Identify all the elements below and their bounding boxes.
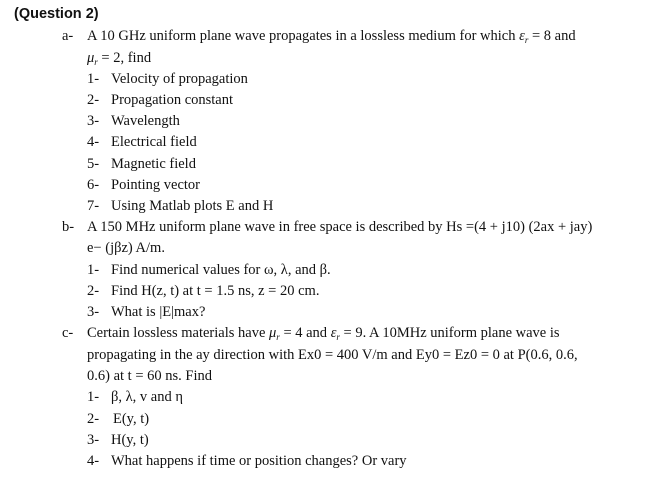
part-b-item-3 (87, 303, 99, 321)
part-a-line-1 (87, 27, 576, 45)
part-b-line-1: A 150 MHz uniform plane wave in free space is described by Hs =(4 + j10) (2ax + jay) (87, 219, 593, 235)
mu-symbol: μ (269, 325, 277, 341)
r-subscript: r (276, 332, 280, 342)
part-c-text-3: = 9. A 10MHz uniform plane wave is (339, 325, 560, 341)
part-a-item-1-text: Velocity of propagation (111, 71, 248, 87)
part-b-line-2: e− (jβz) A/m. (87, 240, 165, 256)
item-number: 3- (87, 304, 100, 320)
item-number: 1- (87, 71, 100, 87)
item-number: 3- (87, 113, 100, 129)
part-a-label: a- (62, 28, 74, 44)
part-a-item-3-text: Wavelength (111, 113, 180, 129)
part-b-item-1 (87, 261, 99, 279)
part-c-item-4-text: What happens if time or position changes? Or vary (111, 453, 407, 469)
part-a-line-2 (87, 49, 151, 67)
part-a-item-4-text: Electrical field (111, 134, 197, 150)
part-b-item-2-text: Find H(z, t) at t = 1.5 ns, z = 20 cm. (111, 283, 320, 299)
item-number: 1- (87, 389, 100, 405)
part-c-item-1-text: β, λ, v and η (111, 389, 183, 405)
mu-symbol: μ (87, 50, 95, 66)
r-subscript: r (524, 35, 529, 45)
part-c-line-2: propagating in the ay direction with Ex0 = 400 V/m and Ey0 = Ez0 = 0 at P(0.6, 0.6, (87, 347, 578, 363)
part-c-item-3-text: H(y, t) (111, 432, 149, 448)
part-c-line-1 (87, 324, 560, 342)
part-b-item-2 (87, 282, 99, 300)
part-a-item-6 (87, 176, 99, 194)
question-heading: (Question 2) (14, 6, 99, 22)
part-b-item-1-text: Find numerical values for ω, λ, and β. (111, 262, 331, 278)
part-a-item-1 (87, 70, 99, 88)
part-c-item-2-text: E(y, t) (113, 411, 150, 427)
item-number: 2- (87, 92, 100, 108)
part-a-item-5-text: Magnetic field (111, 156, 196, 172)
part-c-item-3 (87, 431, 99, 449)
item-number: 5- (87, 156, 100, 172)
part-c-item-1 (87, 388, 99, 406)
item-number: 2- (87, 411, 100, 427)
item-number: 2- (87, 283, 100, 299)
part-a-text-3: = 2, find (97, 50, 152, 66)
part-c-line-3: 0.6) at t = 60 ns. Find (87, 368, 212, 384)
part-a-text-1: A 10 GHz uniform plane wave propagates in a lossless medium for which (87, 28, 520, 44)
item-number: 1- (87, 262, 100, 278)
item-number: 7- (87, 198, 100, 214)
part-c-label: c- (62, 325, 74, 341)
part-a-item-3 (87, 112, 99, 130)
part-a-item-7 (87, 197, 99, 215)
part-b-item-3-text: What is |E|max? (111, 304, 206, 320)
item-number: 4- (87, 134, 100, 150)
item-number: 3- (87, 432, 100, 448)
part-a-item-7-text: Using Matlab plots E and H (111, 198, 274, 214)
part-a-item-4 (87, 133, 99, 151)
epsilon-symbol: ε (330, 325, 337, 341)
r-subscript: r (94, 57, 98, 67)
part-b-label: b- (62, 219, 75, 235)
epsilon-symbol: ε (519, 28, 525, 44)
item-number: 4- (87, 453, 100, 469)
part-c-text-1: Certain lossless materials have (87, 325, 270, 341)
part-a-item-2 (87, 91, 99, 109)
part-c-text-2: = 4 and (279, 325, 331, 341)
part-c-item-2 (87, 410, 99, 428)
part-a-item-2-text: Propagation constant (111, 92, 234, 108)
part-a-item-5 (87, 155, 99, 173)
part-a-item-6-text: Pointing vector (111, 177, 201, 193)
item-number: 6- (87, 177, 100, 193)
part-a-text-2: = 8 and (528, 28, 576, 44)
r-subscript: r (336, 332, 340, 342)
part-c-item-4 (87, 452, 99, 470)
